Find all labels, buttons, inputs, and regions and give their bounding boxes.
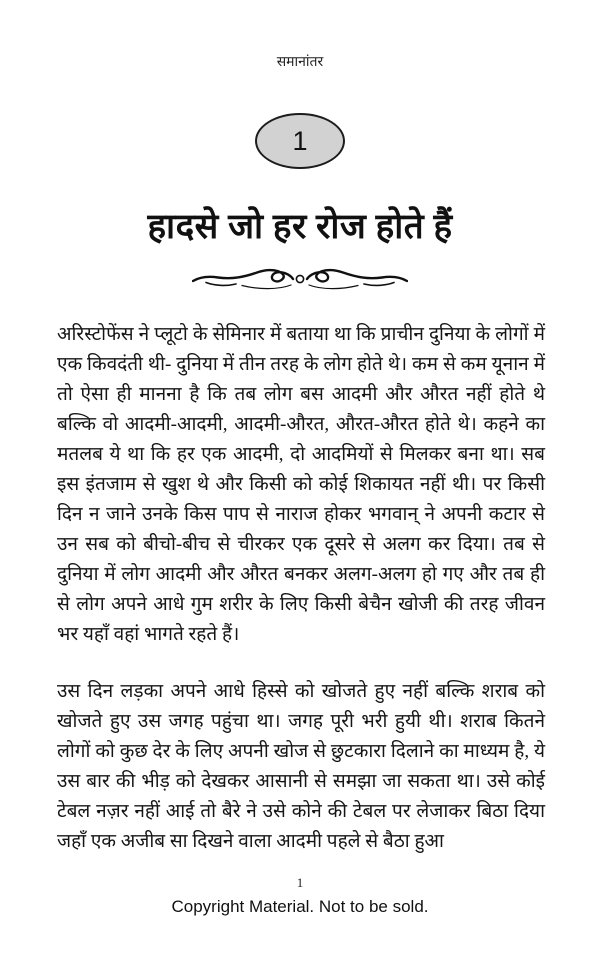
body-paragraph: उस दिन लड़का अपने आधे हिस्से को खोजते हुए नहीं बल्कि शराब को खोजते हुए उस जगह पहुंचा था। जगह पूरी भरी हुयी थी। शराब कितने लोगों को कुछ देर के लिए अपनी खोज से छुटकारा दिलाने का माध्यम है, ये उस बार की भीड़ को देखकर आसानी से समझा जा सकता था। उसे कोई टेबल नज़र नहीं आई तो बैरे ने उसे कोने की टेबल पर लेजाकर बिठा दिया जहाँ एक अजीब सा दिखने वाला आदमी पहले से बैठा हुआ	[57, 681, 545, 852]
chapter-number-badge	[255, 113, 345, 169]
chapter-title: हादसे जो हर रोज होते हैं	[147, 207, 453, 246]
chapter-number: 1	[292, 125, 308, 156]
body-paragraph: अरिस्टोफेंस ने प्लूटो के सेमिनार में बताया था कि प्राचीन दुनिया के लोगों में एक किवदंती थी- दुनिया में तीन तरह के लोग होते थे। कम से कम यूनान में तो ऐसा ही मानना है कि तब लोग बस आदमी और औरत नहीं होते थे बल्कि वो आदमी-आदमी, आदमी-औरत, औरत-औरत होते थे। कहने का मतलब ये था कि हर एक आदमी, दो आदमियों से मिलकर बना था। सब इस इंतजाम से खुश थे और किसी को कोई शिकायत नहीं थी। पर किसी दिन न जाने उनके किस पाप से नाराज होकर भगवान् ने अपनी कटार से उन सब को बीचो-बीच से चीरकर एक दूसरे से अलग कर दिया। तब से दुनिया में लोग आदमी और औरत बनकर अलग-अलग हो गए और तब ही से लोग अपने आधे गुम शरीर के लिए किसी बेचैन खोजी की तरह जीवन भर यहाँ वहां भागते रहते हैं।	[57, 324, 545, 645]
flourish-divider-icon	[0, 264, 600, 301]
body-text	[57, 320, 545, 857]
page-number: 1	[296, 875, 304, 890]
copyright-notice: Copyright Material. Not to be sold.	[171, 897, 429, 916]
running-header: समानांतर	[276, 55, 324, 70]
